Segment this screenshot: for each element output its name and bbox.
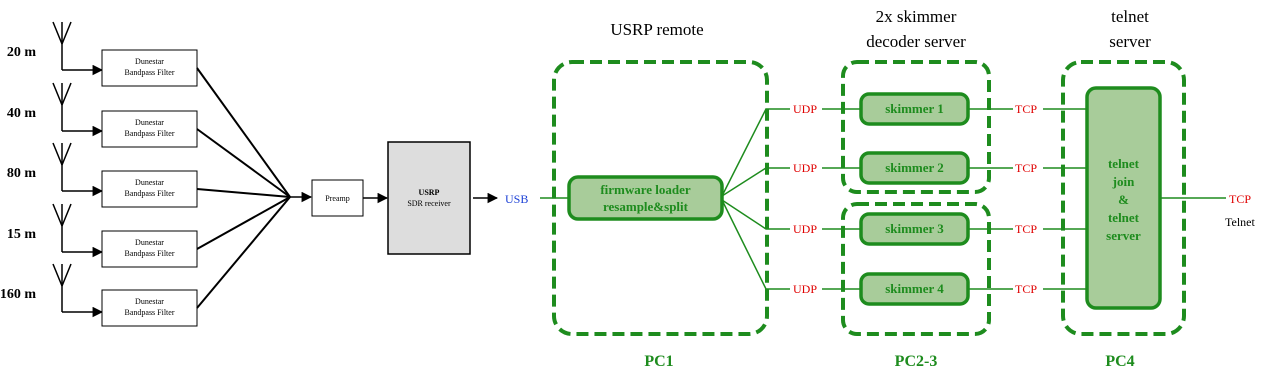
band-row-1 (7, 83, 197, 147)
udp-label-2: UDP (793, 161, 818, 175)
udp-fanout-lines (722, 109, 790, 289)
firmware-loader-line2: resample&split (603, 199, 688, 214)
usrp-title: USRP (418, 188, 440, 197)
skimmer-2-label: skimmer 2 (885, 160, 944, 175)
pc1-footer: PC1 (644, 353, 674, 370)
pc4-heading-line1: telnet (1111, 7, 1149, 26)
band-row-4 (0, 264, 197, 326)
skimmer-1-label: skimmer 1 (885, 101, 944, 116)
tcp-label-2: TCP (1015, 161, 1038, 175)
antenna-icon (53, 264, 102, 312)
usrp-subtitle: SDR receiver (407, 199, 451, 208)
filter-label-line2: Bandpass Filter (124, 68, 175, 77)
telnet-output-label: Telnet (1225, 215, 1255, 229)
udp-label-1: UDP (793, 102, 818, 116)
filter-label-line2: Bandpass Filter (124, 308, 175, 317)
pc4-heading-line2: server (1109, 32, 1151, 51)
filter-label-line1: Dunestar (135, 297, 164, 306)
band-row-0 (7, 22, 197, 86)
filter-label-line2: Bandpass Filter (124, 129, 175, 138)
tcp-output-label: TCP (1229, 192, 1252, 206)
filter-label-line2: Bandpass Filter (124, 249, 175, 258)
band-label: 40 m (6, 106, 36, 121)
filter-label-line2: Bandpass Filter (124, 189, 175, 198)
tcp-label-1: TCP (1015, 102, 1038, 116)
pc23-heading-line2: decoder server (866, 32, 966, 51)
skimmer-4-label: skimmer 4 (885, 281, 944, 296)
tcp-label-4: TCP (1015, 282, 1038, 296)
antenna-icon (53, 204, 102, 252)
antenna-icon (53, 143, 102, 191)
filter-combiner-lines (197, 68, 290, 308)
skimmer-3-label: skimmer 3 (885, 221, 944, 236)
telnet-box-line2: join (1112, 174, 1135, 189)
tcp-label-3: TCP (1015, 222, 1038, 236)
telnet-box-line4: telnet (1107, 210, 1140, 225)
band-label: 20 m (6, 45, 36, 60)
firmware-loader-line1: firmware loader (600, 182, 691, 197)
antenna-icon (53, 22, 102, 70)
band-label: 15 m (6, 227, 36, 242)
filter-label-line1: Dunestar (135, 238, 164, 247)
udp-label-3: UDP (793, 222, 818, 236)
filter-label-line1: Dunestar (135, 178, 164, 187)
telnet-box-line3: & (1118, 192, 1129, 207)
pc23-heading-line1: 2x skimmer (875, 7, 957, 26)
telnet-box-line5: server (1106, 228, 1141, 243)
filter-label-line1: Dunestar (135, 118, 164, 127)
pc23-footer: PC2-3 (894, 353, 938, 370)
band-row-2 (7, 143, 197, 207)
antenna-icon (53, 83, 102, 131)
pc1-heading: USRP remote (610, 20, 704, 39)
usb-label: USB (505, 192, 529, 206)
band-row-3 (7, 204, 197, 267)
band-label: 160 m (0, 287, 36, 302)
usrp-box (388, 142, 470, 254)
preamp-label: Preamp (325, 194, 350, 203)
pc4-footer: PC4 (1105, 353, 1135, 370)
udp-label-4: UDP (793, 282, 818, 296)
filter-label-line1: Dunestar (135, 57, 164, 66)
band-label: 80 m (6, 166, 36, 181)
telnet-box-line1: telnet (1107, 156, 1140, 171)
